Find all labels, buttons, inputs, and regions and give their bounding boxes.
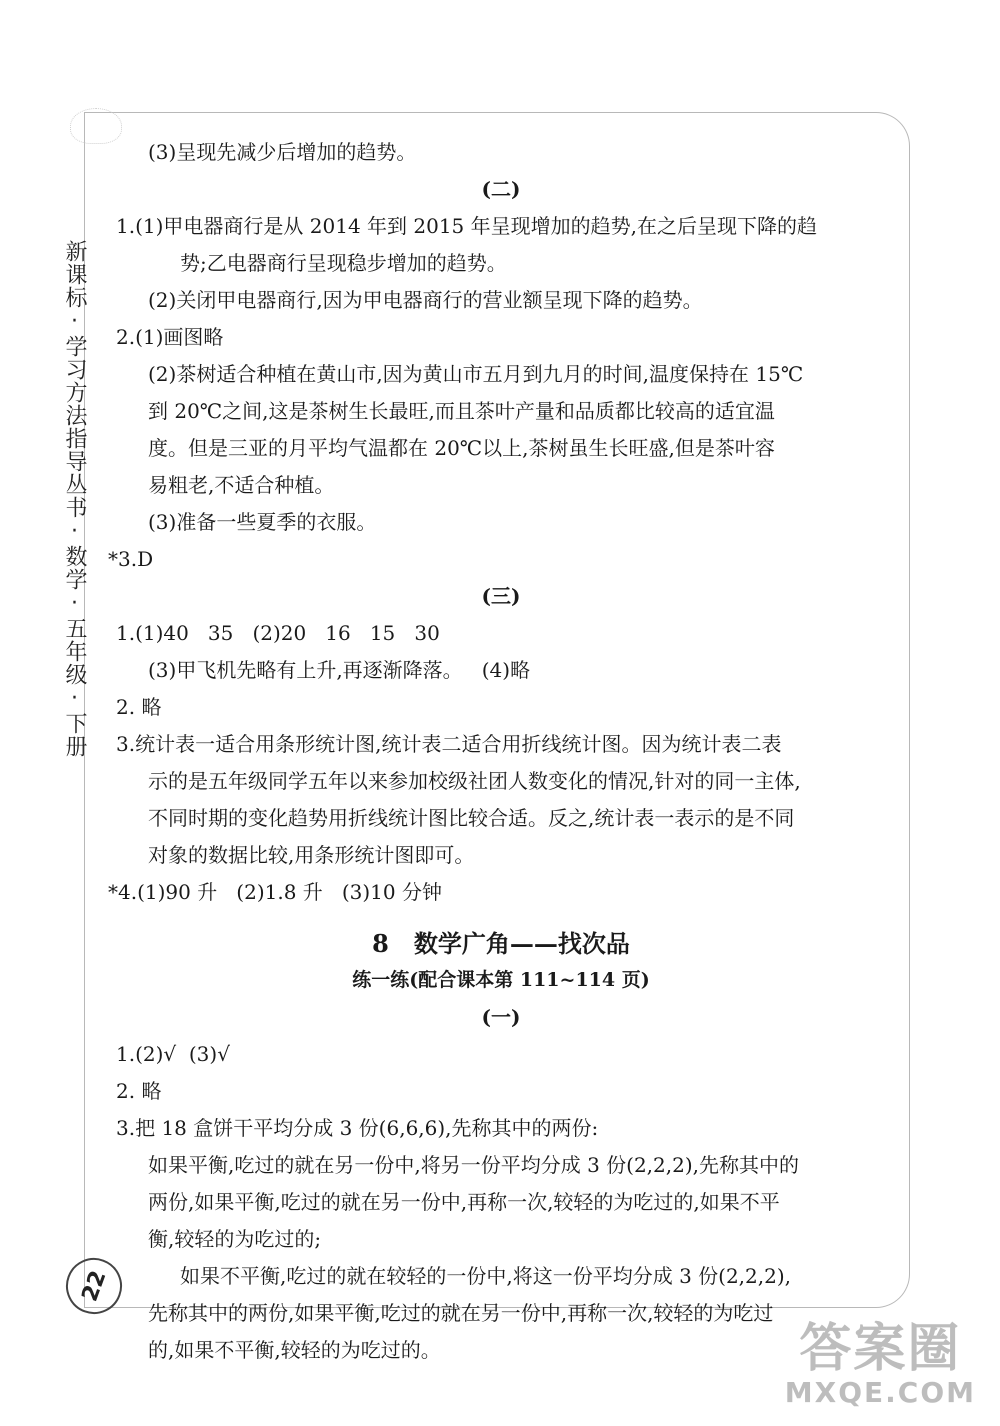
series-title-sidebar: 新课标·学习方法指导丛书·数学·五年级·下册 xyxy=(62,240,87,758)
answer-line: 2. 略 xyxy=(116,1079,162,1103)
answer-line: 3.统计表一适合用条形统计图,统计表二适合用折线统计图。因为统计表二表 xyxy=(116,732,782,756)
answer-line: (2)茶树适合种植在黄山市,因为黄山市五月到九月的时间,温度保持在 15℃ xyxy=(148,362,804,386)
decorative-cloud-icon xyxy=(70,108,122,144)
answer-line: 两份,如果平衡,吃过的就在另一份中,再称一次,较轻的为吃过的,如果不平 xyxy=(148,1190,780,1214)
watermark-line2: MXQE.COM xyxy=(784,1376,976,1409)
answer-line: (2)关闭甲电器商行,因为甲电器商行的营业额呈现下降的趋势。 xyxy=(148,288,703,312)
page-number: 22 xyxy=(77,1267,111,1305)
answer-line: 1.(1)40 35 (2)20 16 15 30 xyxy=(116,621,440,645)
watermark-logo xyxy=(785,1320,976,1408)
answer-line: 对象的数据比较,用条形统计图即可。 xyxy=(148,843,475,867)
section-heading: 练一练(配合课本第 111~114 页) xyxy=(352,969,650,991)
answer-line: (3)甲飞机先略有上升,再逐渐降落。 (4)略 xyxy=(148,658,531,682)
section-heading: (二) xyxy=(481,177,521,201)
answer-line: 先称其中的两份,如果平衡,吃过的就在另一份中,再称一次,较轻的为吃过 xyxy=(148,1301,774,1325)
section-heading: (三) xyxy=(481,584,521,608)
section-heading: 8 数学广角——找次品 xyxy=(372,929,630,958)
answer-line: 1.(1)甲电器商行是从 2014 年到 2015 年呈现增加的趋势,在之后呈现下降的趋 xyxy=(116,214,817,238)
answer-line: (3)准备一些夏季的衣服。 xyxy=(148,510,377,534)
answer-line: 如果不平衡,吃过的就在较轻的一份中,将这一份平均分成 3 份(2,2,2), xyxy=(180,1264,792,1288)
answer-line: 势;乙电器商行呈现稳步增加的趋势。 xyxy=(180,251,507,275)
answer-line: 3.把 18 盒饼干平均分成 3 份(6,6,6),先称其中的两份: xyxy=(116,1116,599,1140)
answer-line: 示的是五年级同学五年以来参加校级社团人数变化的情况,针对的同一主体, xyxy=(148,769,801,793)
answer-content xyxy=(108,134,886,1369)
answer-line: 不同时期的变化趋势用折线统计图比较合适。反之,统计表一表示的是不同 xyxy=(148,806,795,830)
answer-line: 易粗老,不适合种植。 xyxy=(148,473,335,497)
answer-line: 如果平衡,吃过的就在另一份中,将另一份平均分成 3 份(2,2,2),先称其中的 xyxy=(148,1153,800,1177)
answer-line: 到 20℃之间,这是茶树生长最旺,而且茶叶产量和品质都比较高的适宜温 xyxy=(148,399,775,423)
answer-line: 1.(2)√ (3)√ xyxy=(116,1042,230,1066)
answer-line: *4.(1)90 升 (2)1.8 升 (3)10 分钟 xyxy=(108,880,442,904)
answer-line: 衡,较轻的为吃过的; xyxy=(148,1227,322,1251)
watermark-line1: 答案圈 xyxy=(799,1319,962,1379)
answer-line: 2. 略 xyxy=(116,695,162,719)
answer-line: (3)呈现先减少后增加的趋势。 xyxy=(148,140,417,164)
answer-line: 的,如果不平衡,较轻的为吃过的。 xyxy=(148,1338,441,1362)
answer-line: *3.D xyxy=(108,547,154,571)
answer-line: 度。但是三亚的月平均气温都在 20℃以上,茶树虽生长旺盛,但是茶叶容 xyxy=(148,436,775,460)
section-heading: (一) xyxy=(481,1005,521,1029)
answer-line: 2.(1)画图略 xyxy=(116,325,224,349)
